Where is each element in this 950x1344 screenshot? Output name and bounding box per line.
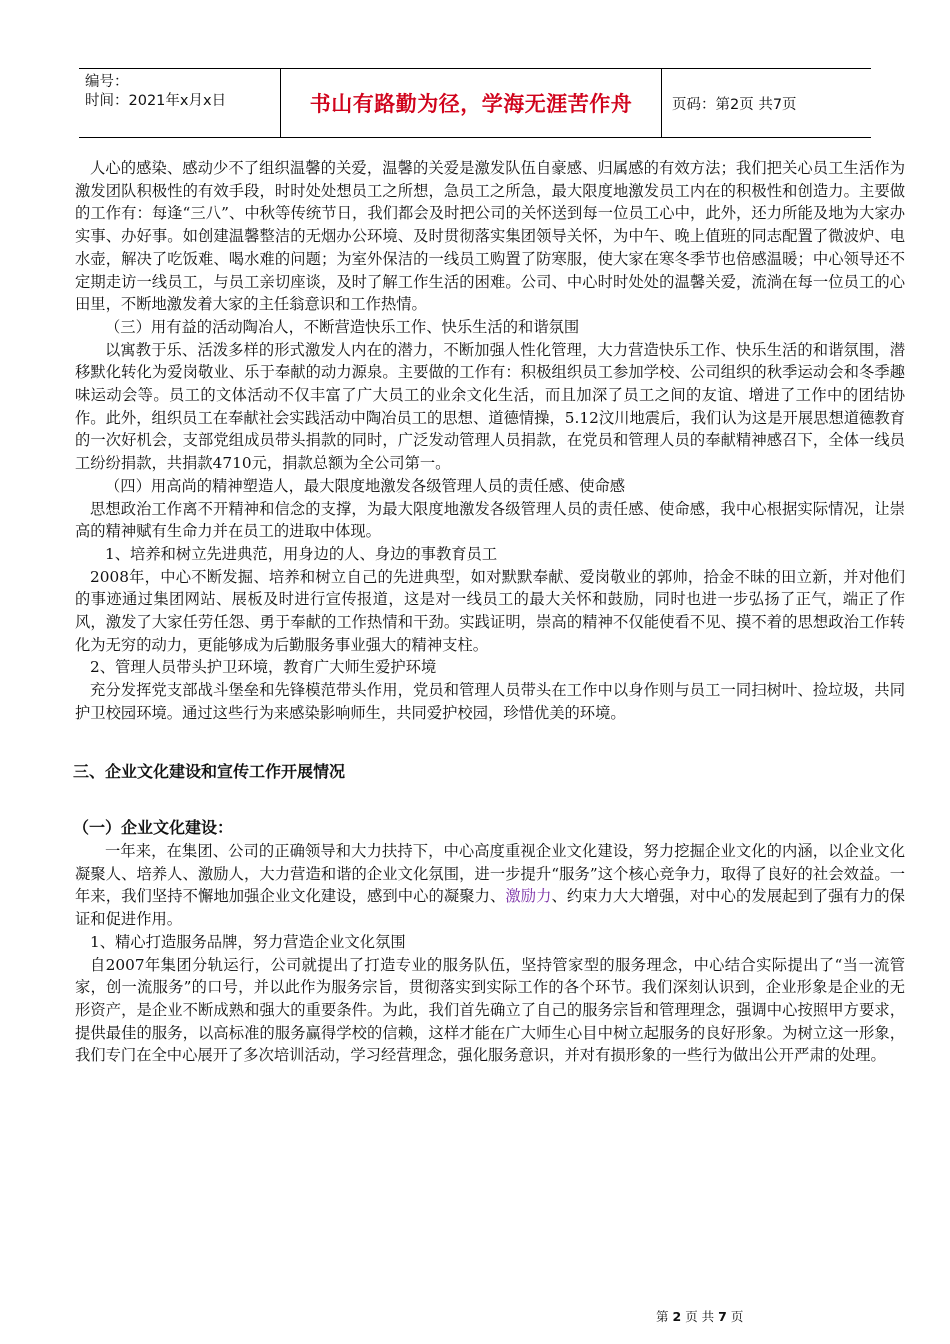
page-header — [79, 68, 871, 138]
paragraph: 充分发挥党支部战斗堡垒和先锋模范带头作用，党员和管理人员带头在工作中以身作则与员工一同扫树叶、捡垃圾，共同护卫校园环境。通过这些行为来感染影响师生，共同爱护校园，珍惜优美的环境。 — [75, 681, 905, 722]
footer-pre: 第 — [656, 1309, 669, 1324]
subheading: 2、管理人员带头护卫环境，教育广大师生爱护环境 — [90, 658, 437, 677]
time-label: 时间：2021年x月x日 — [85, 93, 227, 109]
paragraph-text: 、约束力大大增强，对中心的发展起到了强有力的保证和促进作用。 — [75, 887, 905, 929]
paragraph: 人心的感染、感动少不了组织温馨的关爱，温馨的关爱是激发队伍自豪感、归属感的有效方法；我们把关心员工生活作为激发团队积极性的有效手段，时时处处想员工之所想，急员工之所急，最大限度地激发员工内在的积极性和创造力。主要做的工作有：每逢“三八”、中秋等传统节日，我们都会及时把公司的关怀送到每一位员工心中，此外，还力所能及地为大家办实事、办好事。如创建温馨整洁的无烟办公环境、及时贯彻落实集团领导关怀，为中午、晚上值班的同志配置了微波炉、电水壶，解决了吃饭难、喝水难的问题；为室外保洁的一线员工购置了防寒服，使大家在寒冬季节也倍感温暖；中心领导还不定期走访一线员工，与员工亲切座谈，及时了解工作生活的困难。公司、中心时时处处的温馨关爱，流淌在每一位员工的心田里，不断地激发着大家的主任翁意识和工作热情。 — [75, 159, 905, 314]
paragraph-text: 一年来，在集团、公司的正确领导和大力扶持下，中心高度重视企业文化建设，努力挖掘企业文化的内涵，以企业文化凝聚人、培养人、激励人，大力营造和谐的企业文化氛围，进一步提升“服务”这个核心竞争力，取得了良好的社会效益。一年来，我们坚持不懈地加强企业文化建设，感到中心的凝聚力、 — [75, 841, 905, 906]
subheading: 1、培养和树立先进典范，用身边的人、身边的事教育员工 — [105, 544, 498, 563]
subheading: 1、精心打造服务品牌，努力营造企业文化氛围 — [90, 932, 406, 951]
page-footer — [656, 1307, 743, 1325]
footer-post: 页 — [730, 1309, 744, 1324]
footer-page-number: 2 — [672, 1309, 682, 1324]
subheading: （三）用有益的活动陶冶人，不断营造快乐工作、快乐生活的和谐氛围 — [105, 317, 580, 336]
footer-total-pages: 7 — [718, 1309, 727, 1324]
document-body — [75, 157, 905, 1067]
header-motto: 书山有路勤为径，学海无涯苦作舟 — [281, 69, 662, 137]
subsection-heading: （一）企业文化建设： — [73, 818, 234, 838]
section-heading: 三、企业文化建设和宣传工作开展情况 — [73, 761, 346, 781]
footer-mid: 页 共 — [685, 1309, 715, 1324]
serial-label: 编号： — [85, 74, 129, 90]
paragraph: 自2007年集团分轨运行，公司就提出了打造专业的服务队伍，坚持管家型的服务理念，中心结合实际提出了“当一流管家，创一流服务”的口号，并以此作为服务宗旨，贯彻落实到实际工作的各个环节。我们深刻认识到，企业形象是企业的无形资产，是企业不断成熟和强大的重要条件。为此，我们首先确立了自己的服务宗旨和管理理念，强调中心按照甲方要求，提供最佳的服务，以高标准的服务赢得学校的信赖，这样才能在广大师生心目中树立起服务的良好形象。为树立这一形象，我们专门在全中心展开了多次培训活动，学习经营理念，强化服务意识，并对有损形象的一些行为做出公开严肃的处理。 — [75, 955, 905, 1065]
subheading: （四）用高尚的精神塑造人，最大限度地激发各级管理人员的责任感、使命感 — [105, 476, 626, 495]
paragraph: 2008年，中心不断发掘、培养和树立自己的先进典型，如对默默奉献、爱岗敬业的郭帅，拾金不昧的田立新，并对他们的事迹通过集团网站、展板及时进行宣传报道，这是对一线员工的最大关怀和鼓励，同时也进一步弘扬了正气，端正了作风，激发了大家任劳任怨、勇于奉献的工作热情和干劲。实践证明，崇高的精神不仅能使看不见、摸不着的思想政治工作转化为无穷的动力，更能够成为后勤服务事业强大的精神支柱。 — [75, 567, 905, 654]
highlighted-text: 激励力 — [505, 887, 552, 906]
header-meta — [79, 69, 281, 137]
header-page-code: 页码：第2页 共7页 — [672, 96, 797, 113]
paragraph: 思想政治工作离不开精神和信念的支撑，为最大限度地激发各级管理人员的责任感、使命感，我中心根据实际情况，让崇高的精神赋有生命力并在员工的进取中体现。 — [75, 499, 905, 541]
paragraph — [75, 840, 905, 931]
paragraph: 以寓教于乐、活泼多样的形式激发人内在的潜力，不断加强人性化管理，大力营造快乐工作、快乐生活的和谐氛围，潜移默化转化为爱岗敬业、乐于奉献的动力源泉。主要做的工作有：积极组织员工参加学校、公司组织的秋季运动会和冬季趣味运动会等。员工的文体活动不仅丰富了广大员工的业余文化生活，而且加深了员工之间的友谊、增进了工作中的团结协作。此外，组织员工在奉献社会实践活动中陶冶员工的思想、道德情操，5.12汶川地震后，我们认为这是开展思想道德教育的一次好机会，支部党组成员带头捐款的同时，广泛发动管理人员捐款，在党员和管理人员的奉献精神感召下，全体一线员工纷纷捐款，共捐款4710元，捐款总额为全公司第一。 — [75, 340, 905, 473]
